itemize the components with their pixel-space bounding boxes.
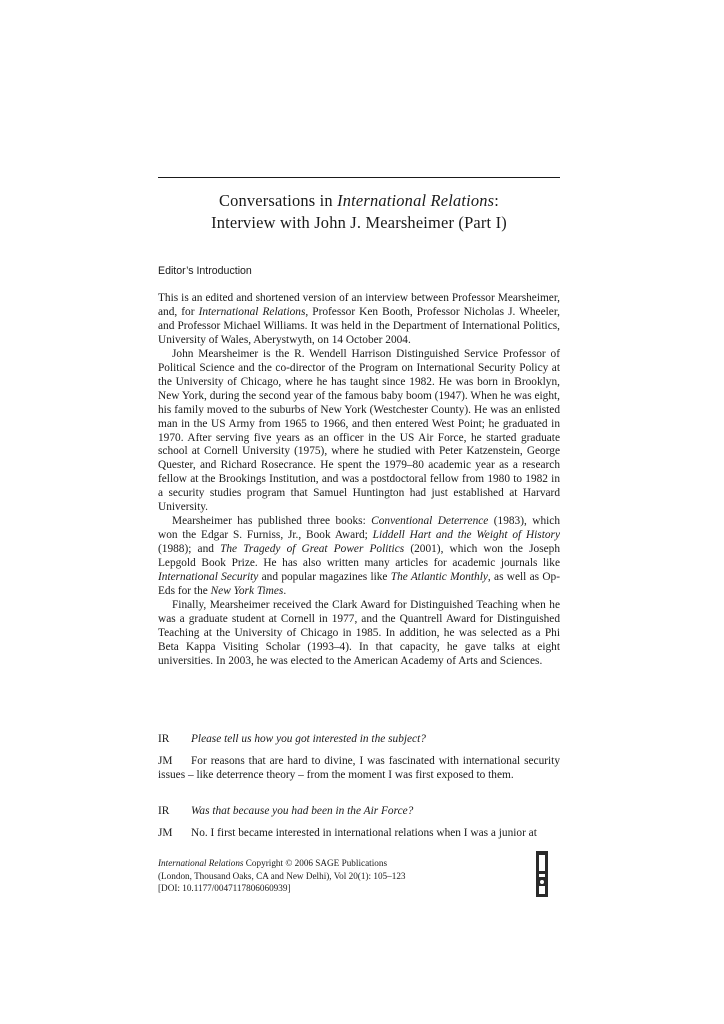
qa-speaker: JM (158, 827, 173, 839)
article-title (158, 190, 560, 234)
copyright-footer: International Relations Copyright © 2006 SAGE Publications (London, Thousand Oaks, CA and New Delhi), Vol 20(1): 105–123 [DOI: 10.1177/0047117806060939] (158, 858, 406, 894)
paragraph-3: Mearsheimer has published three books: Conventional Deterrence (1983), which won the Edgar S. Furniss, Jr., Book Award; Liddell Hart and the Weight of History (1988); and The Tragedy of Great Power Politics (2001), which won the Joseph Lepgold Book Prize. He has also written many articles for academic journals like International Security and popular magazines like The Atlantic Monthly, as well as Op-Eds for the New York Times. (158, 515, 561, 598)
journal-logo-icon (536, 851, 548, 897)
section-heading: Editor’s Introduction (158, 265, 252, 277)
top-rule (158, 177, 560, 178)
qa-speaker: IR (158, 733, 170, 745)
journal-name: International Relations (158, 858, 244, 868)
introduction-body (158, 292, 560, 669)
paragraph-4: Finally, Mearsheimer received the Clark Award for Distinguished Teaching when he was a graduate student at Cornell in 1977, and the Quantrell Award for Distinguished Teaching at the University of Chicago in 1985. In addition, he was selected as a Phi Beta Kappa Visiting Scholar (1993–4). In that capacity, he gave talks at eight universities. In 2003, he was elected to the American Academy of Arts and Sciences. (158, 598, 560, 667)
qa-speaker: IR (158, 805, 170, 817)
title-line-1: Conversations in International Relations: (218, 191, 500, 210)
qa-speaker: JM (158, 755, 173, 767)
qa-item-4 (158, 827, 560, 841)
qa-item-2 (158, 755, 560, 783)
title-italic: International Relations (337, 191, 495, 210)
qa-answer: No. I first became interested in international relations when I was a junior at (191, 827, 537, 839)
qa-answer: For reasons that are hard to divine, I was fascinated with international security issues – like deterrence theory – from the moment I was first exposed to them. (158, 755, 560, 781)
qa-question: Was that because you had been in the Air Force? (191, 805, 414, 817)
qa-item-3 (158, 805, 560, 819)
qa-question: Please tell us how you got interested in the subject? (191, 733, 426, 745)
paragraph-2: John Mearsheimer is the R. Wendell Harrison Distinguished Service Professor of Political Science and the co-director of the Program on International Security Policy at the University of Chicago, where he has taught since 1982. He was born in Brooklyn, New York, during the second year of the famous baby boom (1947). When he was eight, his family moved to the suburbs of New York (Westchester County). He was an enlisted man in the US Army from 1965 to 1966, and then entered West Point; he graduated in 1970. After serving five years as an officer in the US Air Force, he started graduate school at Cornell University (1975), where he studied with Peter Katzenstein, George Quester, and Richard Rosecrance. He spent the 1979–80 academic year as a research fellow at the Brookings Institution, and was a postdoctoral fellow from 1980 to 1982 in a security studies program that Samuel Huntington had just established at Harvard University. (158, 347, 560, 514)
qa-item-1 (158, 733, 560, 747)
paragraph-1: This is an edited and shortened version of an interview between Professor Mearsheimer, and, for International Relations, Professor Ken Booth, Professor Nicholas J. Wheeler, and Professor Michael Williams. It was held in the Department of International Politics, University of Wales, Aberystwyth, on 14 October 2004. (158, 292, 560, 346)
title-line-2: Interview with John J. Mearsheimer (Part I) (211, 213, 507, 232)
